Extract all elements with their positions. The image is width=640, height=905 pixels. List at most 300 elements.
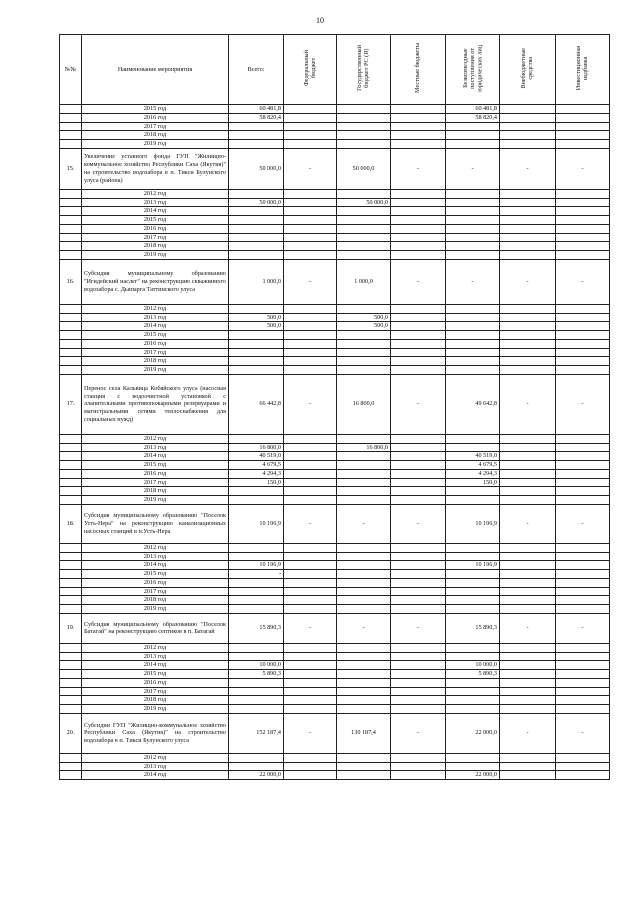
cell-total: [229, 122, 284, 131]
cell-total: [229, 496, 284, 505]
cell-year: 2016 год: [82, 678, 229, 687]
cell-federal: [284, 469, 337, 478]
cell-state: [337, 452, 391, 461]
cell-invest: [556, 469, 610, 478]
cell-federal: [284, 487, 337, 496]
cell-offbudget: [500, 643, 556, 652]
cell-num: [60, 578, 82, 587]
cell-offbudget: [500, 578, 556, 587]
cell-offbudget: [500, 753, 556, 762]
cell-federal: [284, 762, 337, 771]
cell-local: [391, 452, 446, 461]
cell-total: [229, 348, 284, 357]
cell-legal: [446, 705, 500, 714]
cell-num: [60, 670, 82, 679]
cell-total: [229, 331, 284, 340]
cell-total: 4 294,3: [229, 469, 284, 478]
cell-invest: [556, 251, 610, 260]
cell-offbudget: [500, 443, 556, 452]
cell-num: [60, 131, 82, 140]
cell-invest: [556, 443, 610, 452]
cell-num: 17.: [60, 374, 82, 434]
cell-measure-name: Субсидия муниципальному образованию "Поселок Усть-Нера" на реконструкцию канализационных насосных станций в п.Усть-Нера: [82, 504, 229, 543]
cell-year: 2015 год: [82, 461, 229, 470]
cell-year: 2019 год: [82, 496, 229, 505]
cell-legal: [446, 570, 500, 579]
cell-year: 2012 год: [82, 753, 229, 762]
cell-invest: [556, 452, 610, 461]
cell-invest: [556, 242, 610, 251]
cell-offbudget: [500, 469, 556, 478]
header-local: Местные бюджеты: [391, 35, 446, 105]
cell-legal: [446, 578, 500, 587]
cell-state: 1 000,0: [337, 259, 391, 304]
cell-invest: [556, 705, 610, 714]
cell-total: [229, 242, 284, 251]
table-row-year: [60, 348, 610, 357]
cell-year: 2012 год: [82, 189, 229, 198]
cell-total: 50 000,0: [229, 148, 284, 189]
cell-federal: [284, 242, 337, 251]
cell-local: -: [391, 259, 446, 304]
cell-offbudget: [500, 687, 556, 696]
cell-state: [337, 357, 391, 366]
cell-total: [229, 487, 284, 496]
cell-year: 2018 год: [82, 596, 229, 605]
header-state: Государственный бюджет РС (Я): [337, 35, 391, 105]
cell-num: [60, 224, 82, 233]
cell-year: 2013 год: [82, 198, 229, 207]
cell-state: [337, 224, 391, 233]
header-federal: Федеральный бюджет: [284, 35, 337, 105]
cell-year: 2017 год: [82, 233, 229, 242]
cell-state: [337, 678, 391, 687]
table-row-measure: [60, 504, 610, 543]
table-row-year: [60, 105, 610, 114]
cell-federal: [284, 207, 337, 216]
cell-local: [391, 587, 446, 596]
cell-legal: 22 000,0: [446, 713, 500, 753]
cell-year: 2012 год: [82, 543, 229, 552]
cell-measure-name: Увеличение уставного фонда ГУП "Жилищно-коммунальное хозяйство Республики Саха (Якутия)" на строительство водозабора в п. Тикси Булунского улуса (района): [82, 148, 229, 189]
cell-invest: [556, 596, 610, 605]
cell-federal: [284, 696, 337, 705]
cell-total: [229, 304, 284, 313]
cell-local: [391, 331, 446, 340]
table-row-year: [60, 678, 610, 687]
cell-invest: [556, 207, 610, 216]
cell-num: [60, 348, 82, 357]
cell-offbudget: [500, 478, 556, 487]
cell-legal: [446, 366, 500, 375]
cell-offbudget: [500, 762, 556, 771]
cell-year: 2012 год: [82, 304, 229, 313]
table-row-year: [60, 242, 610, 251]
cell-local: -: [391, 374, 446, 434]
cell-local: [391, 366, 446, 375]
cell-total: 16 800,0: [229, 443, 284, 452]
cell-legal: 40 519,0: [446, 452, 500, 461]
cell-legal: -: [446, 259, 500, 304]
cell-federal: [284, 678, 337, 687]
cell-offbudget: [500, 242, 556, 251]
cell-local: [391, 313, 446, 322]
table-row-year: [60, 753, 610, 762]
cell-offbudget: [500, 434, 556, 443]
cell-total: 15 890,3: [229, 613, 284, 643]
table-row-year: [60, 122, 610, 131]
cell-num: [60, 207, 82, 216]
cell-local: [391, 140, 446, 149]
cell-local: -: [391, 613, 446, 643]
cell-num: [60, 113, 82, 122]
cell-num: [60, 678, 82, 687]
cell-offbudget: [500, 348, 556, 357]
cell-state: [337, 122, 391, 131]
cell-invest: [556, 131, 610, 140]
cell-total: [229, 224, 284, 233]
cell-local: [391, 478, 446, 487]
cell-total: 60 481,8: [229, 105, 284, 114]
cell-federal: [284, 322, 337, 331]
cell-num: [60, 313, 82, 322]
cell-federal: [284, 233, 337, 242]
cell-local: [391, 687, 446, 696]
table-row-year: [60, 339, 610, 348]
cell-total: 10 000,0: [229, 661, 284, 670]
cell-state: 16 800,0: [337, 374, 391, 434]
cell-invest: [556, 578, 610, 587]
table-row-year: [60, 652, 610, 661]
cell-state: 50 000,0: [337, 148, 391, 189]
cell-legal: [446, 140, 500, 149]
budget-table: [59, 34, 610, 780]
cell-federal: [284, 561, 337, 570]
cell-total: 10 196,9: [229, 561, 284, 570]
table-row-measure: [60, 374, 610, 434]
cell-offbudget: [500, 705, 556, 714]
table-row-year: [60, 570, 610, 579]
cell-total: 500,0: [229, 313, 284, 322]
cell-local: [391, 661, 446, 670]
cell-legal: [446, 198, 500, 207]
cell-offbudget: [500, 198, 556, 207]
cell-measure-name: Перенос села Кальвица Кобяйского улуса (насосная станция с водоочистной установкой с ллапительными противопожарными резервуарами и магистральными сетями теплоснабжения для социальных нужд): [82, 374, 229, 434]
cell-federal: [284, 331, 337, 340]
cell-year: 2015 год: [82, 105, 229, 114]
cell-legal: [446, 313, 500, 322]
cell-year: 2017 год: [82, 122, 229, 131]
cell-local: [391, 753, 446, 762]
cell-offbudget: [500, 233, 556, 242]
cell-invest: [556, 304, 610, 313]
cell-total: [229, 687, 284, 696]
cell-num: [60, 762, 82, 771]
cell-num: [60, 753, 82, 762]
cell-state: [337, 587, 391, 596]
cell-federal: [284, 189, 337, 198]
cell-federal: [284, 771, 337, 780]
cell-state: [337, 207, 391, 216]
cell-state: [337, 348, 391, 357]
cell-num: [60, 478, 82, 487]
cell-local: -: [391, 504, 446, 543]
cell-num: [60, 122, 82, 131]
cell-year: 2017 год: [82, 587, 229, 596]
cell-num: [60, 434, 82, 443]
table-row-year: [60, 605, 610, 614]
cell-legal: 10 196,9: [446, 504, 500, 543]
cell-measure-name: Субсидии ГУП "Жилищно-коммунальное хозяйство Республики Саха (Якутия)" на строительство водозабора в п. Тикси Булунского улуса: [82, 713, 229, 753]
cell-num: [60, 687, 82, 696]
cell-invest: [556, 339, 610, 348]
table-row-year: [60, 131, 610, 140]
cell-num: [60, 552, 82, 561]
cell-state: [337, 496, 391, 505]
cell-num: [60, 461, 82, 470]
cell-local: -: [391, 713, 446, 753]
table-row-year: [60, 661, 610, 670]
cell-federal: [284, 251, 337, 260]
cell-federal: -: [284, 148, 337, 189]
cell-state: 130 187,4: [337, 713, 391, 753]
cell-offbudget: -: [500, 713, 556, 753]
cell-num: [60, 198, 82, 207]
cell-num: [60, 696, 82, 705]
cell-year: 2016 год: [82, 224, 229, 233]
cell-total: [229, 434, 284, 443]
cell-num: [60, 233, 82, 242]
cell-offbudget: [500, 313, 556, 322]
table-row-measure: [60, 613, 610, 643]
cell-state: [337, 561, 391, 570]
cell-federal: [284, 434, 337, 443]
cell-total: [229, 705, 284, 714]
cell-year: 2015 год: [82, 570, 229, 579]
cell-local: [391, 339, 446, 348]
table-row-year: [60, 322, 610, 331]
cell-federal: [284, 661, 337, 670]
cell-local: [391, 705, 446, 714]
cell-total: 5 890,3: [229, 670, 284, 679]
cell-local: [391, 105, 446, 114]
table-row-year: [60, 207, 610, 216]
table-row-year: [60, 434, 610, 443]
cell-offbudget: [500, 561, 556, 570]
cell-state: [337, 478, 391, 487]
cell-federal: [284, 131, 337, 140]
cell-year: 2013 год: [82, 652, 229, 661]
cell-year: 2018 год: [82, 696, 229, 705]
cell-invest: [556, 487, 610, 496]
cell-num: [60, 643, 82, 652]
header-name: Наименование мероприятия: [82, 35, 229, 105]
table-row-year: [60, 670, 610, 679]
cell-year: 2013 год: [82, 443, 229, 452]
cell-year: 2017 год: [82, 348, 229, 357]
cell-legal: [446, 242, 500, 251]
cell-invest: [556, 678, 610, 687]
cell-num: [60, 304, 82, 313]
cell-local: [391, 552, 446, 561]
cell-offbudget: [500, 131, 556, 140]
table-row-year: [60, 357, 610, 366]
cell-total: [229, 189, 284, 198]
cell-legal: [446, 233, 500, 242]
cell-offbudget: [500, 661, 556, 670]
table-row-year: [60, 587, 610, 596]
cell-legal: 5 890,3: [446, 670, 500, 679]
header-total: Всего:: [229, 35, 284, 105]
cell-num: [60, 570, 82, 579]
cell-year: 2019 год: [82, 605, 229, 614]
cell-local: [391, 443, 446, 452]
cell-offbudget: [500, 652, 556, 661]
table-row-year: [60, 461, 610, 470]
cell-offbudget: [500, 596, 556, 605]
table-row-year: [60, 578, 610, 587]
cell-measure-name: Субсидия муниципальному образованию "Игидейский наслег" на реконструкцию скважинного водозабора с. Дьяпарга Таттинского улуса: [82, 259, 229, 304]
cell-year: 2017 год: [82, 478, 229, 487]
cell-federal: [284, 461, 337, 470]
cell-state: [337, 652, 391, 661]
table-row-year: [60, 443, 610, 452]
table-row-year: [60, 762, 610, 771]
cell-legal: [446, 434, 500, 443]
cell-invest: [556, 687, 610, 696]
cell-legal: [446, 762, 500, 771]
cell-local: [391, 113, 446, 122]
cell-num: [60, 452, 82, 461]
cell-legal: [446, 322, 500, 331]
cell-legal: [446, 207, 500, 216]
header-row: [60, 35, 610, 105]
cell-num: [60, 322, 82, 331]
cell-legal: 10 000,0: [446, 661, 500, 670]
cell-offbudget: [500, 366, 556, 375]
cell-offbudget: [500, 357, 556, 366]
cell-offbudget: [500, 304, 556, 313]
cell-num: [60, 339, 82, 348]
cell-legal: [446, 224, 500, 233]
cell-year: 2018 год: [82, 242, 229, 251]
table-row-year: [60, 552, 610, 561]
cell-local: [391, 762, 446, 771]
cell-invest: [556, 189, 610, 198]
cell-local: [391, 670, 446, 679]
cell-state: [337, 570, 391, 579]
page-number: 10: [316, 16, 324, 25]
cell-legal: [446, 357, 500, 366]
cell-num: 16.: [60, 259, 82, 304]
table-row-year: [60, 233, 610, 242]
cell-invest: [556, 198, 610, 207]
cell-local: [391, 561, 446, 570]
cell-offbudget: [500, 207, 556, 216]
table-row-year: [60, 487, 610, 496]
cell-local: [391, 233, 446, 242]
cell-invest: [556, 216, 610, 225]
cell-state: [337, 605, 391, 614]
cell-federal: [284, 496, 337, 505]
cell-federal: [284, 366, 337, 375]
cell-state: [337, 242, 391, 251]
cell-local: [391, 596, 446, 605]
cell-federal: [284, 670, 337, 679]
cell-offbudget: [500, 496, 556, 505]
cell-local: [391, 469, 446, 478]
cell-offbudget: [500, 122, 556, 131]
cell-legal: 4 679,5: [446, 461, 500, 470]
cell-federal: [284, 452, 337, 461]
cell-local: [391, 304, 446, 313]
cell-invest: [556, 543, 610, 552]
cell-federal: [284, 652, 337, 661]
cell-state: [337, 643, 391, 652]
cell-federal: [284, 339, 337, 348]
cell-federal: [284, 587, 337, 596]
cell-local: [391, 605, 446, 614]
cell-state: [337, 661, 391, 670]
cell-legal: 49 642,8: [446, 374, 500, 434]
cell-legal: -: [446, 148, 500, 189]
cell-invest: [556, 122, 610, 131]
cell-year: 2015 год: [82, 216, 229, 225]
cell-legal: [446, 687, 500, 696]
header-num: №№: [60, 35, 82, 105]
cell-legal: [446, 487, 500, 496]
cell-offbudget: -: [500, 148, 556, 189]
cell-year: 2016 год: [82, 578, 229, 587]
cell-num: [60, 496, 82, 505]
cell-legal: [446, 643, 500, 652]
cell-num: [60, 705, 82, 714]
table-row-year: [60, 596, 610, 605]
cell-year: 2014 год: [82, 771, 229, 780]
cell-local: [391, 189, 446, 198]
cell-invest: [556, 224, 610, 233]
cell-invest: -: [556, 148, 610, 189]
cell-legal: [446, 251, 500, 260]
cell-invest: [556, 696, 610, 705]
cell-legal: [446, 652, 500, 661]
cell-num: [60, 140, 82, 149]
table-row-measure: [60, 259, 610, 304]
cell-num: [60, 189, 82, 198]
header-legal: Безвозмездные поступления от юридических лиц: [446, 35, 500, 105]
cell-invest: [556, 313, 610, 322]
cell-legal: 10 196,9: [446, 561, 500, 570]
cell-state: [337, 251, 391, 260]
table-row-year: [60, 331, 610, 340]
cell-year: 2014 год: [82, 561, 229, 570]
cell-state: [337, 339, 391, 348]
table-row-year: [60, 643, 610, 652]
cell-invest: [556, 140, 610, 149]
cell-federal: [284, 304, 337, 313]
table-row-year: [60, 469, 610, 478]
cell-offbudget: -: [500, 613, 556, 643]
cell-num: 19.: [60, 613, 82, 643]
cell-legal: [446, 189, 500, 198]
cell-state: 16 800,0: [337, 443, 391, 452]
cell-year: 2015 год: [82, 670, 229, 679]
table-row-year: [60, 705, 610, 714]
cell-legal: 15 890,3: [446, 613, 500, 643]
cell-local: [391, 322, 446, 331]
cell-total: [229, 140, 284, 149]
cell-year: 2018 год: [82, 131, 229, 140]
